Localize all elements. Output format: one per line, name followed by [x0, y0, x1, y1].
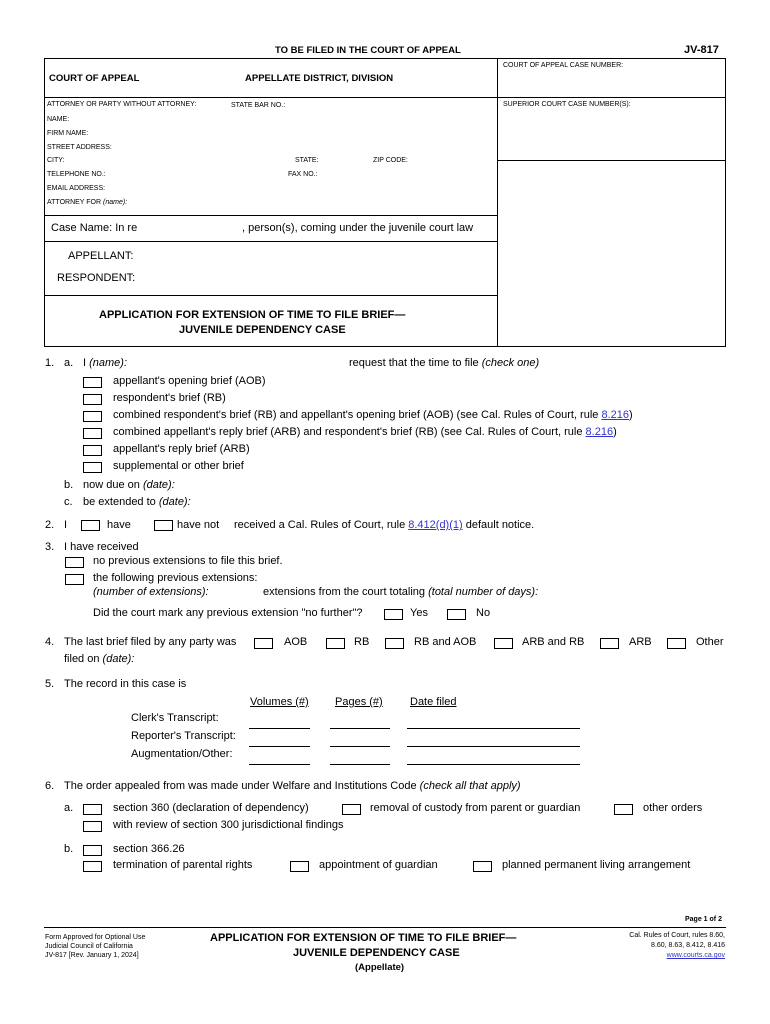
- last-brief-label: The last brief filed by any party was: [64, 636, 237, 648]
- last-arb-rb-checkbox[interactable]: [494, 638, 513, 649]
- no-further-yes-label: Yes: [410, 607, 428, 619]
- page-number: Page 1 of 2: [685, 916, 722, 923]
- city-label: CITY:: [47, 157, 65, 164]
- last-other-checkbox[interactable]: [667, 638, 686, 649]
- section-366-26-label: section 366.26: [113, 843, 185, 855]
- last-rb-aob-checkbox[interactable]: [385, 638, 404, 649]
- no-further-no-checkbox[interactable]: [447, 609, 466, 620]
- zip-label: ZIP CODE:: [373, 157, 408, 164]
- rb-option-label: respondent's brief (RB): [113, 392, 226, 404]
- removal-custody-checkbox[interactable]: [342, 804, 361, 815]
- item1a-letter: a.: [64, 357, 74, 369]
- other-brief-checkbox[interactable]: [83, 462, 102, 473]
- coa-case-divider: [497, 97, 726, 98]
- item3-number: 3.: [45, 541, 55, 553]
- item3-received-label: I have received: [64, 541, 139, 553]
- section-366-26-checkbox[interactable]: [83, 845, 102, 856]
- footer-title-line1: APPLICATION FOR EXTENSION OF TIME TO FILE BRIEF—: [210, 932, 517, 944]
- total-days-label: extensions from the court totaling (total number of days):: [263, 586, 539, 598]
- review-300-label: with review of section 300 jurisdictional findings: [113, 819, 344, 831]
- state-label: STATE:: [295, 157, 319, 164]
- other-brief-option-label: supplemental or other brief: [113, 460, 244, 472]
- superior-case-number-label: SUPERIOR COURT CASE NUMBER(S):: [503, 101, 631, 108]
- have-checkbox[interactable]: [81, 520, 100, 531]
- attorney-or-party-label: ATTORNEY OR PARTY WITHOUT ATTORNEY:: [47, 101, 197, 108]
- item2-number: 2.: [45, 519, 55, 531]
- filed-on-label: filed on (date):: [64, 653, 135, 665]
- superior-case-divider: [497, 160, 726, 161]
- guardian-checkbox[interactable]: [290, 861, 309, 872]
- following-previous-label: the following previous extensions:: [93, 572, 258, 584]
- number-of-extensions-label: (number of extensions):: [93, 586, 209, 598]
- arb-option-label: appellant's reply brief (ARB): [113, 443, 250, 455]
- last-rb-checkbox[interactable]: [326, 638, 345, 649]
- telephone-label: TELEPHONE NO.:: [47, 171, 106, 178]
- no-previous-checkbox[interactable]: [65, 557, 84, 568]
- district-label: APPELLATE DISTRICT, DIVISION: [245, 73, 394, 84]
- item6-number: 6.: [45, 780, 55, 792]
- item2-i: I: [64, 519, 68, 531]
- courts-website-link[interactable]: www.courts.ca.gov: [666, 952, 725, 959]
- item1c-label: be extended to (date):: [83, 496, 191, 508]
- no-further-no-label: No: [476, 607, 491, 619]
- planned-permanent-checkbox[interactable]: [473, 861, 492, 872]
- item5-number: 5.: [45, 678, 55, 690]
- superior-case-number-field[interactable]: [503, 112, 719, 156]
- no-further-question: Did the court mark any previous extension "no further"?: [93, 607, 363, 619]
- rule-8-412-link[interactable]: 8.412(d)(1): [408, 519, 463, 531]
- rules-line1: Cal. Rules of Court, rules 8.60,: [629, 932, 725, 939]
- arb-checkbox[interactable]: [83, 445, 102, 456]
- augmentation-pages-field[interactable]: [330, 764, 390, 765]
- clerks-volumes-field[interactable]: [249, 728, 310, 729]
- form-title-line1: APPLICATION FOR EXTENSION OF TIME TO FILE BRIEF—: [99, 309, 406, 321]
- other-orders-checkbox[interactable]: [614, 804, 633, 815]
- planned-permanent-label: planned permanent living arrangement: [502, 859, 691, 871]
- rule-8-216-link-2[interactable]: 8.216: [585, 426, 614, 438]
- review-300-checkbox[interactable]: [83, 821, 102, 832]
- item1a-name-label: I (name):: [83, 357, 128, 369]
- coa-case-number-field[interactable]: [503, 78, 719, 94]
- respondent-label: RESPONDENT:: [57, 272, 136, 284]
- state-bar-label: STATE BAR NO.:: [231, 102, 286, 109]
- attorney-for-label: ATTORNEY FOR (name):: [47, 199, 128, 206]
- reporters-date-field[interactable]: [407, 746, 580, 747]
- rb-aob-checkbox[interactable]: [83, 411, 102, 422]
- order-appealed-label: The order appealed from was made under Welfare and Institutions Code (check all that apply): [64, 780, 521, 792]
- following-previous-checkbox[interactable]: [65, 574, 84, 585]
- attorney-divider: [44, 215, 498, 216]
- filed-in-heading: TO BE FILED IN THE COURT OF APPEAL: [275, 45, 461, 56]
- footer-title-line3: (Appellate): [355, 962, 405, 973]
- clerks-date-field[interactable]: [407, 728, 580, 729]
- footer-title-line2: JUVENILE DEPENDENCY CASE: [293, 947, 460, 959]
- fax-label: FAX NO.:: [288, 171, 318, 178]
- street-address-label: STREET ADDRESS:: [47, 144, 112, 151]
- bottom-border: [44, 346, 726, 347]
- email-label: EMAIL ADDRESS:: [47, 185, 106, 192]
- item6a-letter: a.: [64, 802, 74, 814]
- appellant-label: APPELLANT:: [68, 250, 134, 262]
- termination-label: termination of parental rights: [113, 859, 253, 871]
- footer-rule: [44, 927, 726, 928]
- parties-divider: [44, 295, 498, 296]
- last-other-label: Other: [696, 636, 724, 648]
- left-border: [44, 58, 45, 346]
- last-rb-label: RB: [354, 636, 370, 648]
- removal-custody-label: removal of custody from parent or guardian: [370, 802, 581, 814]
- case-name-divider: [44, 241, 498, 242]
- court-of-appeal-label: COURT OF APPEAL: [49, 73, 140, 84]
- item1b-letter: b.: [64, 479, 74, 491]
- section-360-label: section 360 (declaration of dependency): [113, 802, 309, 814]
- volumes-header: Volumes (#): [250, 696, 309, 708]
- item1b-label: now due on (date):: [83, 479, 175, 491]
- arb-rb-checkbox[interactable]: [83, 428, 102, 439]
- aob-option-label: appellant's opening brief (AOB): [113, 375, 266, 387]
- pages-header: Pages (#): [335, 696, 383, 708]
- section-360-checkbox[interactable]: [83, 804, 102, 815]
- default-notice-label: received a Cal. Rules of Court, rule 8.412(d)(1) default notice.: [234, 519, 535, 531]
- last-rb-aob-label: RB and AOB: [414, 636, 477, 648]
- clerks-transcript-label: Clerk's Transcript:: [131, 712, 219, 724]
- item4-number: 4.: [45, 636, 55, 648]
- reporters-volumes-field[interactable]: [249, 746, 310, 747]
- rule-8-216-link[interactable]: 8.216: [601, 409, 629, 421]
- right-border: [725, 58, 726, 346]
- top-border: [44, 58, 726, 59]
- item1-number: 1.: [45, 357, 55, 369]
- other-orders-label: other orders: [643, 802, 703, 814]
- augmentation-date-field[interactable]: [407, 764, 580, 765]
- arb-rb-option-label: combined appellant's reply brief (ARB) and respondent's brief (RB) (see Cal. Rules of Court, rule 8.216): [113, 426, 617, 438]
- date-filed-header: Date filed: [410, 696, 457, 708]
- record-label: The record in this case is: [64, 678, 187, 690]
- case-name-label: Case Name: In re: [51, 222, 138, 234]
- have-not-checkbox[interactable]: [154, 520, 173, 531]
- last-arb-rb-label: ARB and RB: [522, 636, 585, 648]
- have-not-label: have not: [177, 519, 220, 531]
- revision-date: JV-817 [Rev. January 1, 2024]: [45, 952, 139, 959]
- no-previous-label: no previous extensions to file this brief.: [93, 555, 283, 567]
- name-label: NAME:: [47, 116, 70, 123]
- judicial-council: Judicial Council of California: [45, 943, 133, 950]
- rb-aob-option-label: combined respondent's brief (RB) and appellant's opening brief (AOB) (see Cal. Rules of Court, rule 8.216): [113, 409, 633, 421]
- item6b-letter: b.: [64, 843, 74, 855]
- last-arb-label: ARB: [629, 636, 652, 648]
- have-label: have: [107, 519, 131, 531]
- rules-line2: 8.60, 8.63, 8.412, 8.416: [651, 942, 725, 949]
- item1a-request-label: request that the time to file (check one): [349, 357, 540, 369]
- guardian-label: appointment of guardian: [319, 859, 438, 871]
- form-title-line2: JUVENILE DEPENDENCY CASE: [179, 324, 346, 336]
- persons-label: , person(s), coming under the juvenile court law: [242, 222, 474, 234]
- last-aob-checkbox[interactable]: [254, 638, 273, 649]
- aob-checkbox[interactable]: [83, 377, 102, 388]
- form-id: JV-817: [684, 44, 719, 56]
- termination-checkbox[interactable]: [83, 861, 102, 872]
- coa-case-number-label: COURT OF APPEAL CASE NUMBER:: [503, 62, 624, 69]
- reporters-transcript-label: Reporter's Transcript:: [131, 730, 236, 742]
- form-approved: Form Approved for Optional Use: [45, 934, 146, 941]
- item1c-letter: c.: [64, 496, 73, 508]
- last-aob-label: AOB: [284, 636, 308, 648]
- last-arb-checkbox[interactable]: [600, 638, 619, 649]
- rb-checkbox[interactable]: [83, 394, 102, 405]
- court-row-divider: [44, 97, 498, 98]
- no-further-yes-checkbox[interactable]: [384, 609, 403, 620]
- column-divider: [497, 58, 498, 346]
- augmentation-label: Augmentation/Other:: [131, 748, 233, 760]
- firm-name-label: FIRM NAME:: [47, 130, 89, 137]
- reporters-pages-field[interactable]: [330, 746, 390, 747]
- augmentation-volumes-field[interactable]: [249, 764, 310, 765]
- clerks-pages-field[interactable]: [330, 728, 390, 729]
